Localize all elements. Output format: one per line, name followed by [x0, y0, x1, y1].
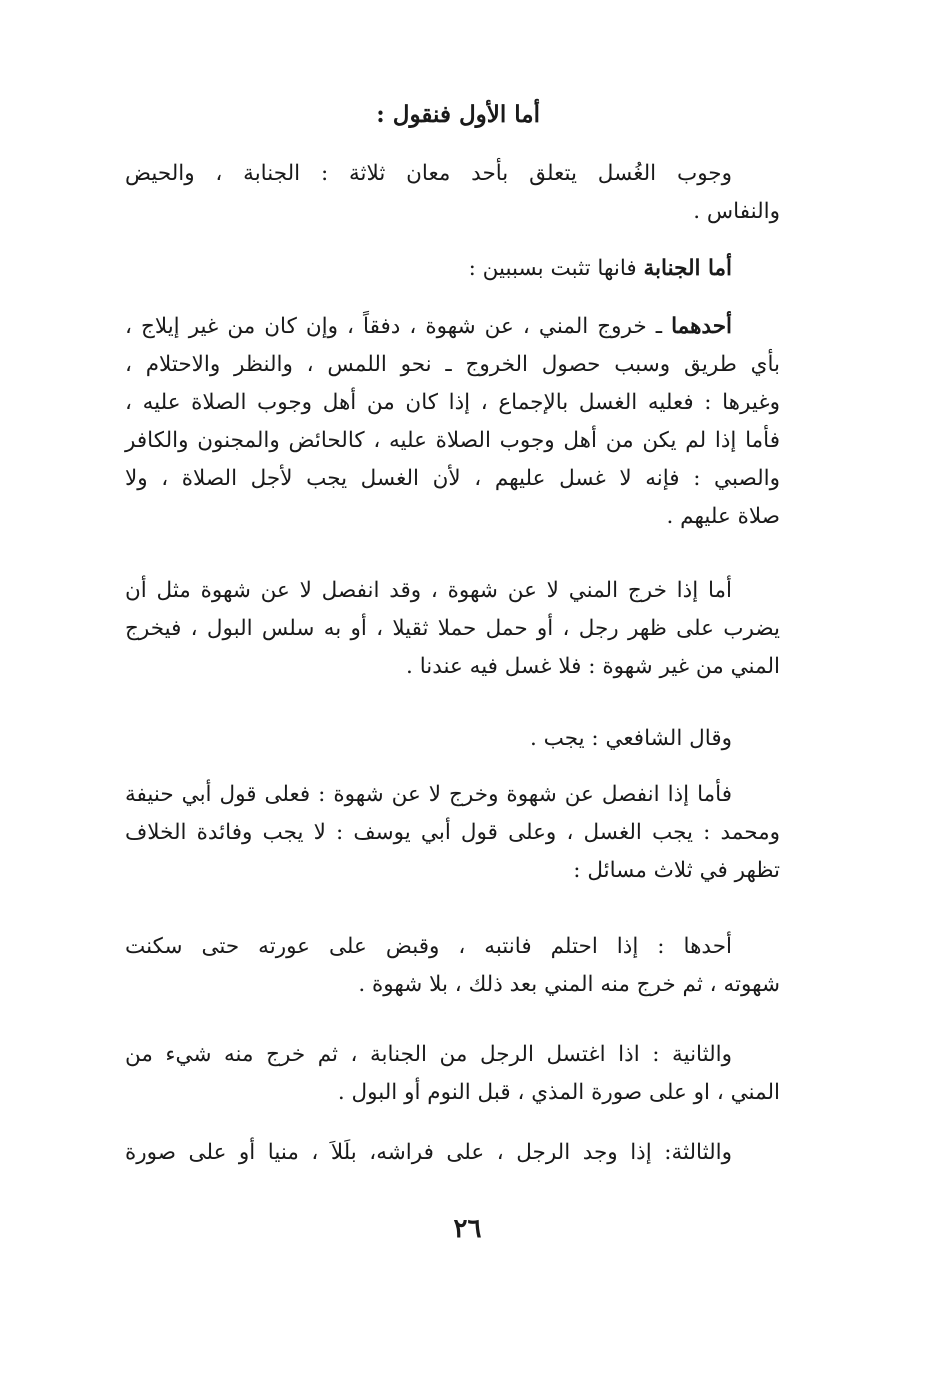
paragraph-disagreement [125, 776, 780, 890]
text-line: أما إذا خرج المني لا عن شهوة ، وقد انفصل لا عن شهوة مثل أن [125, 578, 732, 603]
text-line: المني من غير شهوة : فلا غسل فيه عندنا . [406, 654, 780, 679]
text-line: فأما إذا لم يكن من أهل وجوب الصلاة عليه ، كالحائض والمجنون والكافر [125, 428, 780, 453]
text-line: والثالثة: إذا وجد الرجل ، على فراشه، بلَلاَ ، منيا أو على صورة [125, 1140, 732, 1165]
paragraph-janaba [125, 250, 780, 288]
text-line: ومحمد : يجب الغسل ، وعلى قول أبي يوسف : لا يجب وفائدة الخلاف [125, 820, 780, 845]
text-line: تظهر في ثلاث مسائل : [573, 858, 780, 883]
bold-term: أما الجنابة [643, 256, 732, 281]
text-line: وقال الشافعي : يجب . [529, 726, 732, 751]
paragraph-shafii [125, 720, 780, 758]
paragraph-without-desire [125, 572, 780, 686]
section-heading: أما الأول فنقول : [376, 101, 540, 128]
text-line: أحدها : إذا احتلم فانتبه ، وقبض على عورته حتى سكنت [125, 934, 732, 959]
text-fragment: فانها تثبت بسببين : [468, 256, 637, 281]
text-line: والنفاس . [693, 199, 780, 224]
paragraph-second-case [125, 1036, 780, 1112]
paragraph-ghusl-obligation [125, 155, 780, 231]
paragraph-first-cause [125, 308, 780, 536]
text-line: بأي طريق وسبب حصول الخروج ـ نحو اللمس ، والنظر والاحتلام ، [125, 352, 780, 377]
text-line: وغيرها : فعليه الغسل بالإجماع ، إذا كان من أهل وجوب الصلاة عليه ، [125, 390, 780, 415]
paragraph-first-case [125, 928, 780, 1004]
text-line: فأما إذا انفصل عن شهوة وخرج لا عن شهوة : فعلى قول أبي حنيفة [125, 782, 732, 807]
text-line: صلاة عليهم . [666, 504, 780, 529]
text-fragment: ـ خروج المني ، عن شهوة ، دفقاً ، وإن كان من غير إيلاج ، [125, 314, 663, 339]
page-number: ٢٦ [453, 1214, 482, 1244]
text-line [125, 308, 780, 346]
text-line: يضرب على ظهر رجل ، أو حمل حملا ثقيلا ، أو به سلس البول ، فيخرج [125, 616, 780, 641]
text-line: شهوته ، ثم خرج منه المني بعد ذلك ، بلا شهوة . [358, 972, 780, 997]
text-line: والصبي : فإنه لا غسل عليهم ، لأن الغسل يجب لأجل الصلاة ، ولا [125, 466, 780, 491]
text-line: والثانية : اذا اغتسل الرجل من الجنابة ، ثم خرج منه شيء من [125, 1042, 732, 1067]
bold-term: أحدهما [671, 314, 732, 339]
text-line [125, 250, 780, 288]
paragraph-third-case [125, 1134, 780, 1172]
text-line: وجوب الغُسل يتعلق بأحد معان ثلاثة : الجنابة ، والحيض [125, 161, 732, 186]
text-line: المني ، او على صورة المذي ، قبل النوم أو البول . [337, 1080, 780, 1105]
